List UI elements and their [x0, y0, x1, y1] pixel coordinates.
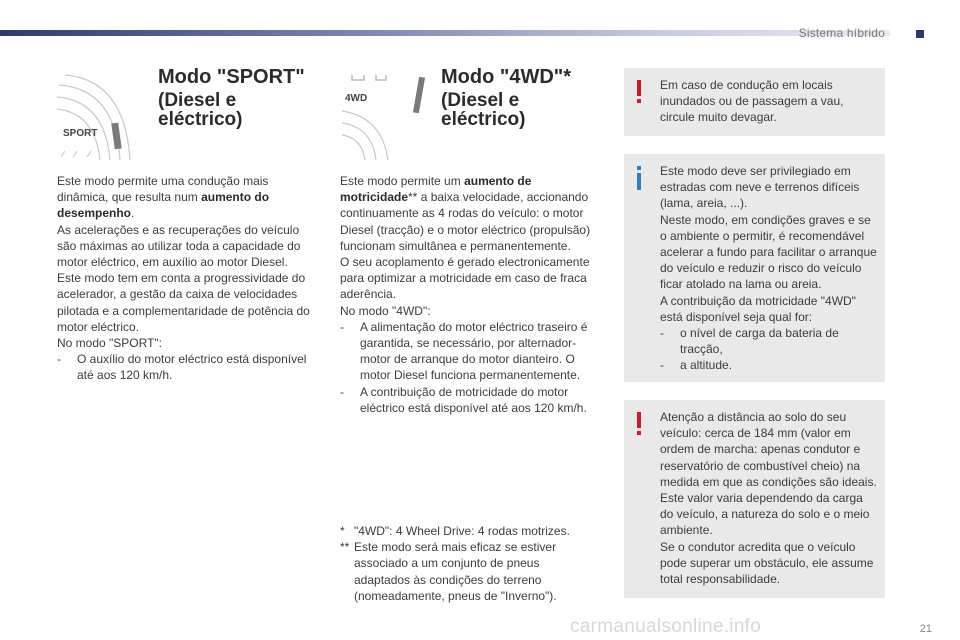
sport-paragraph: Este modo tem em conta a progressividade do acelerador, a gestão da caixa de velocidades pilotada e a complementaridade de potência do motor eléctrico. [57, 271, 310, 334]
4wd-bullet: - A alimentação do motor eléctrico traseiro é garantida, se necessário, por alternador-motor de arranque do motor dianteiro. O motor Diesel funciona permanentemente. [340, 319, 588, 383]
warning-text: Em caso de condução em locais inundados ou de passagem a vau, circule muito devagar. [660, 78, 844, 125]
4wd-title: Modo "4WD"* [441, 66, 572, 88]
4wd-dial-label: 4WD [345, 93, 368, 104]
warning-box-ground-clearance [624, 400, 885, 598]
4wd-dial-illustration [340, 65, 430, 160]
info-bullet: - a altitude. [660, 358, 733, 373]
sport-subtitle-1: (Diesel e [158, 90, 237, 111]
info-text: Neste modo, em condições graves e se o ambiente o permitir, é recomendável acelerar a fundo para facilitar o arranque do veículo e reduzir o risco do veículo ficar atolado na lama ou areia. [660, 212, 877, 292]
section-marker [916, 30, 924, 38]
footnote: ** Este modo será mais eficaz se estiver associado a um conjunto de pneus adaptados às condições do terreno (nomeadamente, pneus de "Inverno"). [340, 540, 557, 603]
sport-dial-label: SPORT [63, 128, 98, 139]
footnotes [340, 523, 580, 604]
header-bar [0, 30, 890, 36]
4wd-bullet: - A contribuição de motricidade do motor eléctrico está disponível até aos 120 km/h. [340, 384, 587, 415]
sport-text: . [131, 206, 135, 221]
info-box-4wd [624, 154, 885, 382]
section-title: Sistema híbrido [798, 26, 885, 40]
4wd-text: Este modo permite um [340, 174, 465, 188]
4wd-subtitle-2: eléctrico) [441, 109, 526, 130]
4wd-paragraph: No modo "4WD": [340, 303, 431, 318]
sport-body [57, 173, 320, 384]
sport-bullet: - O auxílio do motor eléctrico está disponível até aos 120 km/h. [57, 352, 307, 383]
watermark: carmanualsonline.info [570, 616, 762, 637]
warning-icon [634, 80, 644, 104]
sport-dial-illustration [55, 65, 145, 160]
info-bullet: - o nível de carga da bateria de tracção, [660, 326, 839, 357]
4wd-emphasis: aumento de motricidade [340, 174, 532, 205]
4wd-body [340, 173, 602, 416]
warning-text: Se o condutor acredita que o veículo pode superar um obstáculo, ele assume total responsabilidade. [660, 539, 874, 587]
warning-box-flooding [624, 68, 885, 136]
4wd-paragraph: O seu acoplamento é gerado electronicamente para optimizar a motricidade em caso de fraca aderência. [340, 255, 590, 302]
sport-text: Este modo permite uma condução mais dinâmica, que resulta num [57, 174, 269, 205]
sport-subtitle-2: eléctrico) [158, 109, 243, 130]
warning-text: Atenção a distância ao solo do seu veículo: cerca de 184 mm (valor em ordem de marcha: apenas condutor e reservatório de combustível cheio) na medida em que as condições são ideais. Este valor varia dependendo da carga do veículo, a natureza do solo e o meio ambiente. [660, 410, 877, 538]
4wd-subtitle-1: (Diesel e [441, 90, 520, 111]
sport-title: Modo "SPORT" [158, 66, 305, 88]
4wd-text: ** a baixa velocidade, accionando continuamente as 4 rodas do veículo: o motor Diesel (tracção) e o motor eléctrico (propulsão) funcionam simultânea e permanentemente. [340, 190, 591, 253]
info-icon [634, 166, 644, 190]
footnote: * "4WD": 4 Wheel Drive: 4 rodas motrizes. [340, 524, 570, 538]
info-text: Este modo deve ser privilegiado em estradas com neve e terrenos difíceis (lama, areia, ...). [660, 164, 860, 211]
sport-paragraph: As acelerações e as recuperações do veículo são máximas ao utilizar toda a capacidade do motor eléctrico, em auxílio ao motor Diesel. [57, 222, 301, 270]
info-text: A contribuição da motricidade "4WD" está disponível seja qual for: [660, 293, 856, 324]
sport-paragraph: No modo "SPORT": [57, 336, 162, 351]
page-number: 21 [919, 623, 932, 635]
sport-emphasis: aumento do desempenho [57, 190, 270, 221]
warning-icon [634, 412, 644, 436]
